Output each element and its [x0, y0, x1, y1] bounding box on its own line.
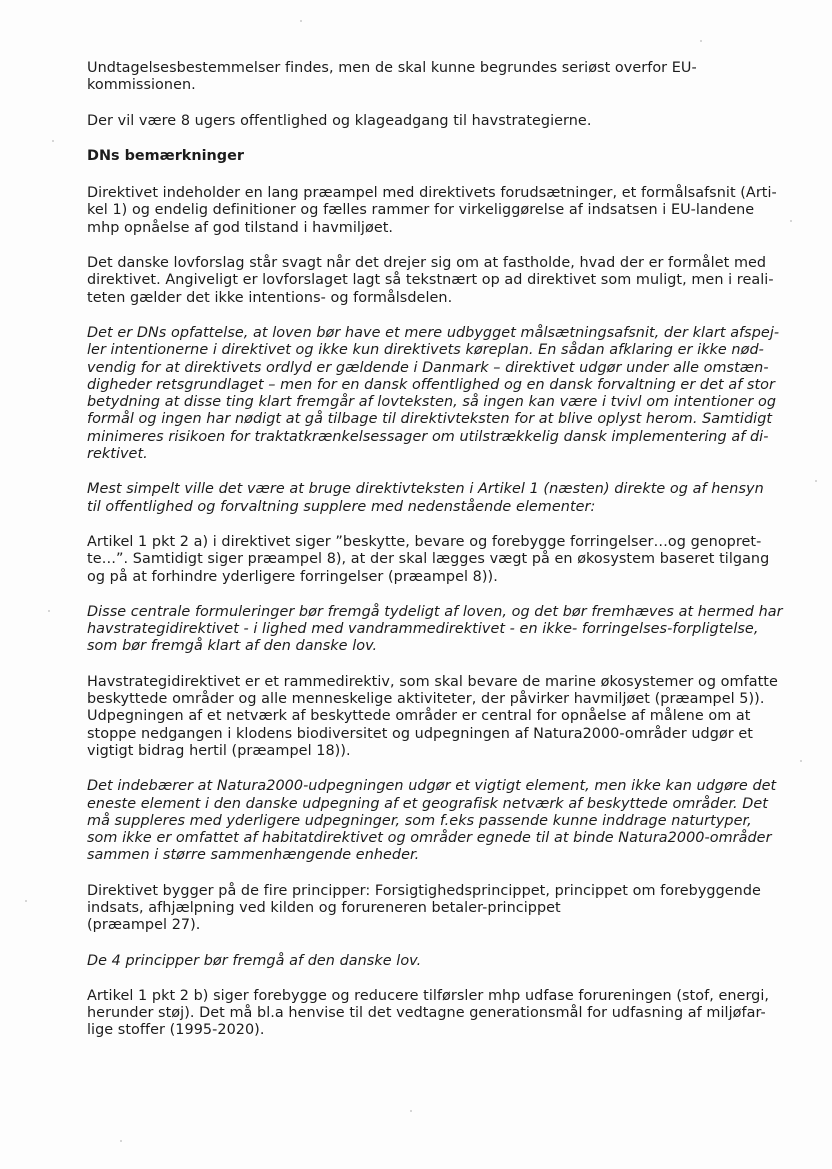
text-line: som bør fremgå klart af den danske lov. — [87, 638, 378, 655]
text-line: Det danske lovforslag står svagt når det drejer sig om at fastholde, hvad der er formålet med — [87, 255, 767, 272]
text-line: Undtagelsesbestemmelser findes, men de skal kunne begrundes seriøst overfor EU- — [87, 60, 697, 76]
text-line: mhp opnåelse af god tilstand i havmiljøet. — [87, 219, 394, 236]
italic-paragraph — [87, 603, 783, 656]
paragraph — [87, 255, 774, 307]
text-line: betydning at disse ting klart fremgår af lovteksten, så ingen kan være i tvivl om intentioner og — [87, 394, 777, 411]
text-line: Direktivet indeholder en lang præampel med direktivets forudsætninger, et formålsafsnit (Arti- — [87, 185, 777, 202]
paper-speck — [800, 760, 802, 762]
text-line: Det er DNs opfattelse, at loven bør have et mere udbygget målsætningsafsnit, der klart afspej- — [87, 324, 780, 341]
text-line: De 4 principper bør fremgå af den danske lov. — [87, 952, 422, 969]
text-line: stoppe nedgangen i klodens biodiversitet og udpegningen af Natura2000-områder udgør et — [87, 725, 753, 742]
text-line: direktivet. Angiveligt er lovforslaget lagt så tekstnært op ad direktivet som muligt, men i reali- — [87, 272, 774, 289]
italic-paragraph — [87, 324, 780, 463]
italic-paragraph — [87, 481, 767, 516]
paper-speck — [25, 900, 27, 902]
text-line: og på at forhindre yderligere forringelser (præampel 8)). — [87, 568, 498, 585]
text-line: til offentlighed og forvaltning supplere med nedenstående elementer: — [87, 498, 596, 515]
text-line: herunder støj). Det må bl.a henvise til det vedtagne generationsmål for udfasning af miljøfar- — [87, 1005, 766, 1022]
text-line: teten gælder det ikke intentions- og formålsdelen. — [87, 289, 453, 306]
paper-speck — [790, 220, 792, 222]
text-line: rektivet. — [87, 446, 148, 463]
text-line: må suppleres med yderligere udpegninger, som f.eks passende kunne inddrage naturtyper, — [87, 812, 752, 829]
paper-speck — [700, 40, 702, 42]
text-line: DNs bemærkninger — [87, 147, 244, 164]
section-heading — [87, 148, 767, 165]
text-line: kommissionen. — [87, 77, 196, 94]
text-line: minimeres risikoen for traktatkrænkelsessager om utilstrækkelig dansk implementering af di- — [87, 428, 769, 445]
italic-paragraph — [87, 778, 777, 864]
document-body — [87, 60, 783, 1058]
text-line: Disse centrale formuleringer bør fremgå tydeligt af loven, og det bør fremhæves at hermed har — [87, 603, 783, 620]
paragraph — [87, 113, 767, 130]
text-line: Havstrategidirektivet er et rammedirektiv, som skal bevare de marine økosystemer og omfatte — [87, 673, 778, 690]
paper-speck — [410, 1110, 412, 1112]
text-line: lige stoffer (1995-2020). — [87, 1022, 265, 1039]
text-line: eneste element i den danske udpegning af et geografisk netværk af beskyttede områder. Det — [87, 795, 768, 812]
text-line: Det indebærer at Natura2000-udpegningen udgør et vigtigt element, men ikke kan udgøre det — [87, 778, 777, 795]
text-line: vendig for at direktivets ordlyd er gældende i Danmark – direktivet udgør under alle omstæn- — [87, 359, 769, 376]
text-line: Direktivet bygger på de fire principper: Forsigtighedsprincippet, princippet om forebyggende — [87, 882, 761, 899]
paper-speck — [815, 480, 817, 482]
text-line: havstrategidirektivet - i lighed med vandrammedirektivet - en ikke- forringelses-forpligtelse, — [87, 621, 759, 638]
text-line: Artikel 1 pkt 2 b) siger forebygge og reducere tilførsler mhp udfase forureningen (stof, energi, — [87, 987, 770, 1004]
paragraph — [87, 883, 767, 935]
paper-speck — [300, 20, 302, 22]
text-line: sammen i større sammenhængende enheder. — [87, 847, 420, 864]
text-line: vigtigt bidrag hertil (præampel 18)). — [87, 742, 351, 759]
text-line: indsats, afhjælpning ved kilden og forureneren betaler-princippet — [87, 899, 561, 916]
text-line: Mest simpelt ville det være at bruge direktivteksten i Artikel 1 (næsten) direkte og af hensyn — [87, 481, 764, 498]
paragraph — [87, 533, 770, 586]
paragraph — [87, 673, 778, 760]
text-line: ler intentionerne i direktivet og ikke kun direktivets køreplan. En sådan afklaring er ikke nød- — [87, 342, 764, 359]
text-line: beskyttede områder og alle menneskelige aktiviteter, der påvirker havmiljøet (præampel 5)). — [87, 691, 765, 708]
text-line: (præampel 27). — [87, 917, 201, 934]
text-line: kel 1) og endelig definitioner og fælles rammer for virkeliggørelse af indsatsen i EU-landene — [87, 202, 755, 219]
paragraph — [87, 987, 770, 1040]
text-line: som ikke er omfattet af habitatdirektivet og områder egnede til at binde Natura2000-områder — [87, 830, 772, 847]
paragraph — [87, 60, 767, 95]
text-line: Der vil være 8 ugers offentlighed og klageadgang til havstrategierne. — [87, 112, 592, 129]
italic-paragraph — [87, 953, 767, 970]
text-line: te…”. Samtidigt siger præampel 8), at der skal lægges vægt på en økosystem baseret tilgang — [87, 551, 770, 568]
text-line: formål og ingen har nødigt at gå tilbage til direktivteksten for at blive oplyst herom. Samtidigt — [87, 411, 773, 428]
text-line: Udpegningen af et netværk af beskyttede områder er central for opnåelse af målene om at — [87, 708, 751, 725]
paper-speck — [120, 1140, 122, 1142]
paragraph — [87, 185, 777, 237]
text-line: digheder retsgrundlaget – men for en dansk offentlighed og en dansk forvaltning er det af stor — [87, 376, 775, 393]
paper-speck — [48, 610, 50, 612]
paper-speck — [52, 140, 54, 142]
text-line: Artikel 1 pkt 2 a) i direktivet siger ”beskytte, bevare og forebygge forringelser…og genopret- — [87, 533, 762, 550]
